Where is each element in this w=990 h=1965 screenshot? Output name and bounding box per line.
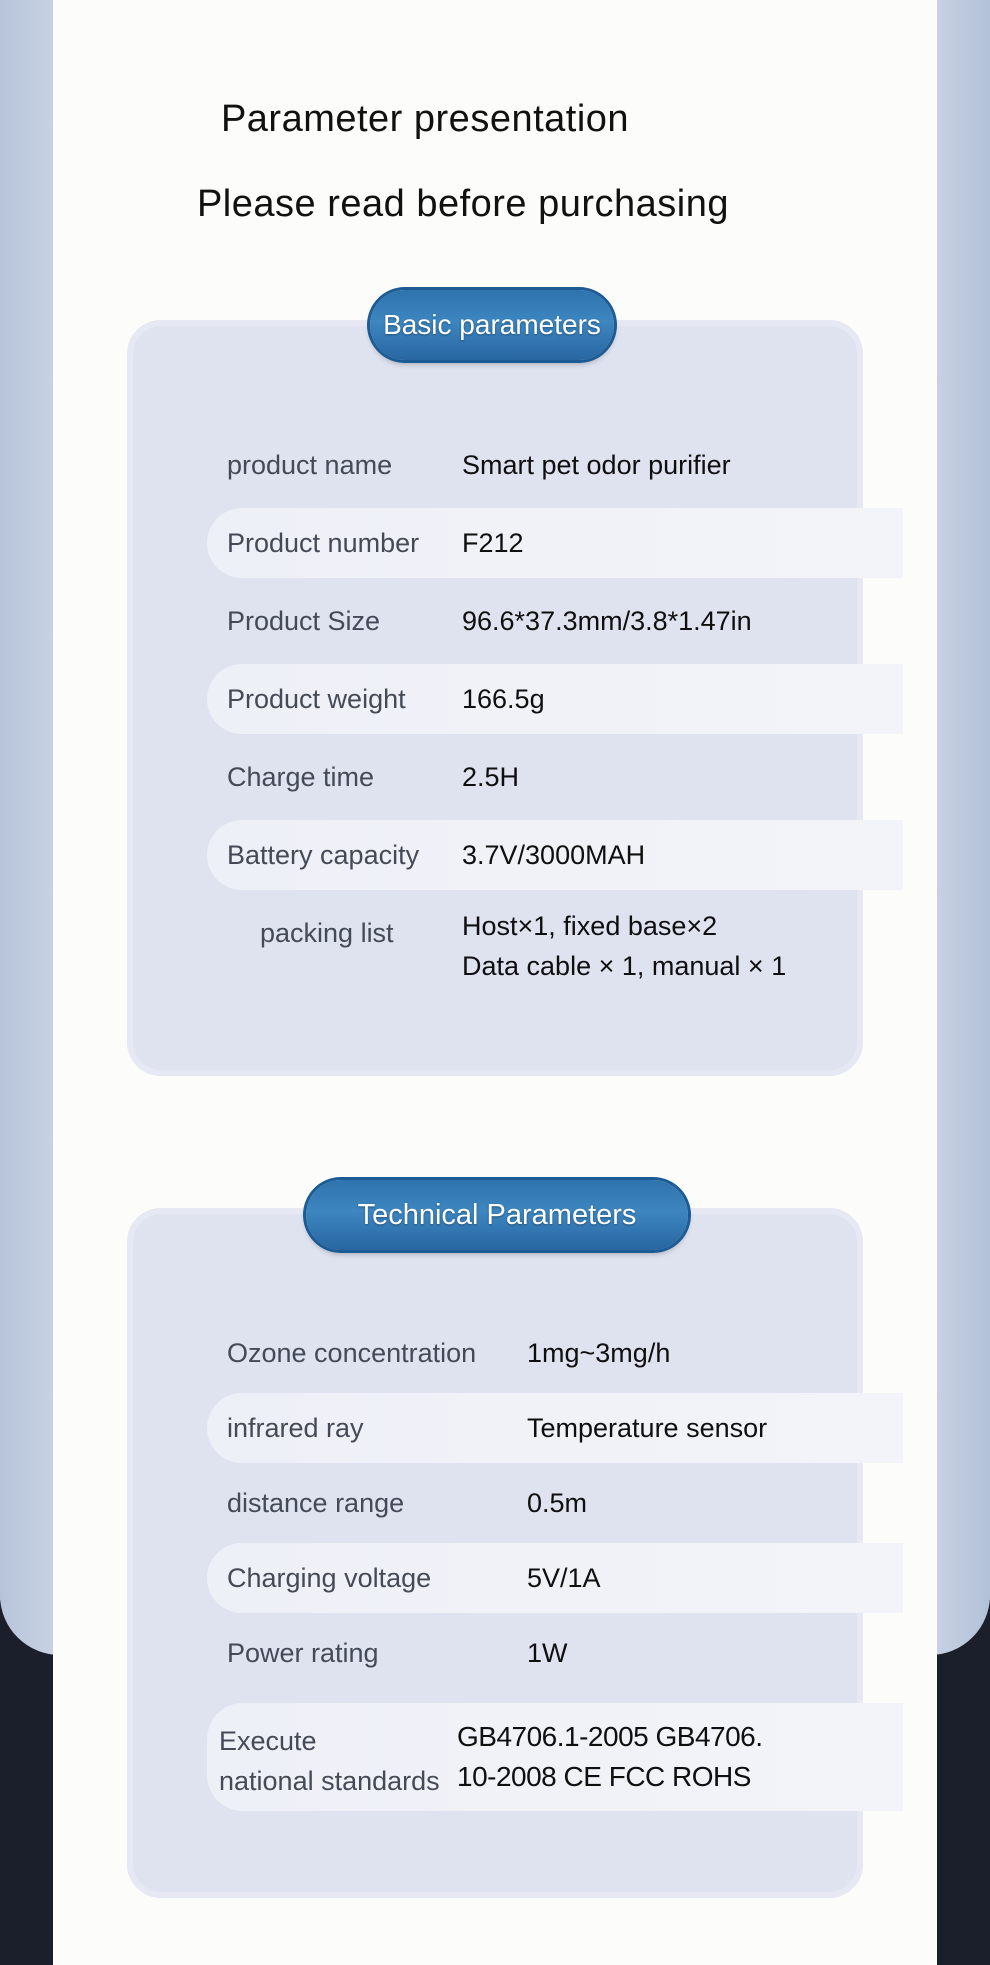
table-row [207,430,903,500]
table-row [207,1393,903,1463]
basic-parameters-heading: Basic parameters [370,290,614,360]
row-value: 1mg~3mg/h [527,1338,671,1368]
row-value [457,1717,763,1797]
row-label: Charge time [227,762,375,792]
row-label: product name [227,450,393,480]
table-row [207,898,903,994]
row-value-line: GB4706.1-2005 GB4706. [457,1721,763,1752]
row-label: Charging voltage [227,1563,432,1593]
page-subtitle: Please read before purchasing [196,183,730,225]
row-value-line: Data cable × 1, manual × 1 [462,951,787,981]
row-label: Ozone concentration [227,1338,477,1368]
table-row [207,1618,903,1688]
row-label: packing list [260,918,394,948]
row-label: distance range [227,1488,405,1518]
row-value-line: Host×1, fixed base×2 [462,911,718,941]
parameter-sheet [53,0,937,1965]
row-label: Power rating [227,1638,379,1668]
row-label: Product weight [227,684,406,714]
row-label: Product number [227,528,420,558]
row-value [462,906,786,986]
row-label-line: Execute [219,1726,317,1756]
table-row [207,1468,903,1538]
row-value: 5V/1A [527,1563,601,1593]
row-value: 2.5H [462,762,520,792]
row-value: F212 [462,528,524,558]
page-title: Parameter presentation [220,98,630,140]
row-value: 3.7V/3000MAH [462,840,646,870]
table-row [207,664,903,734]
row-label: Product Size [227,606,381,636]
table-row [207,508,903,578]
row-value: 96.6*37.3mm/3.8*1.47in [462,606,752,636]
table-row [207,1703,903,1811]
row-label: Battery capacity [227,840,420,870]
table-row [207,586,903,656]
row-value-line: 10-2008 CE FCC ROHS [457,1761,751,1792]
table-row [207,1318,903,1388]
row-label [219,1721,440,1801]
table-row [207,1543,903,1613]
row-label-line: national standards [219,1766,440,1796]
row-value: 1W [527,1638,568,1668]
row-value: 166.5g [462,684,545,714]
table-row [207,742,903,812]
row-value: Temperature sensor [527,1413,768,1443]
technical-parameters-heading: Technical Parameters [306,1180,688,1250]
row-value: Smart pet odor purifier [462,450,731,480]
table-row [207,820,903,890]
row-value: 0.5m [527,1488,588,1518]
row-label: infrared ray [227,1413,364,1443]
